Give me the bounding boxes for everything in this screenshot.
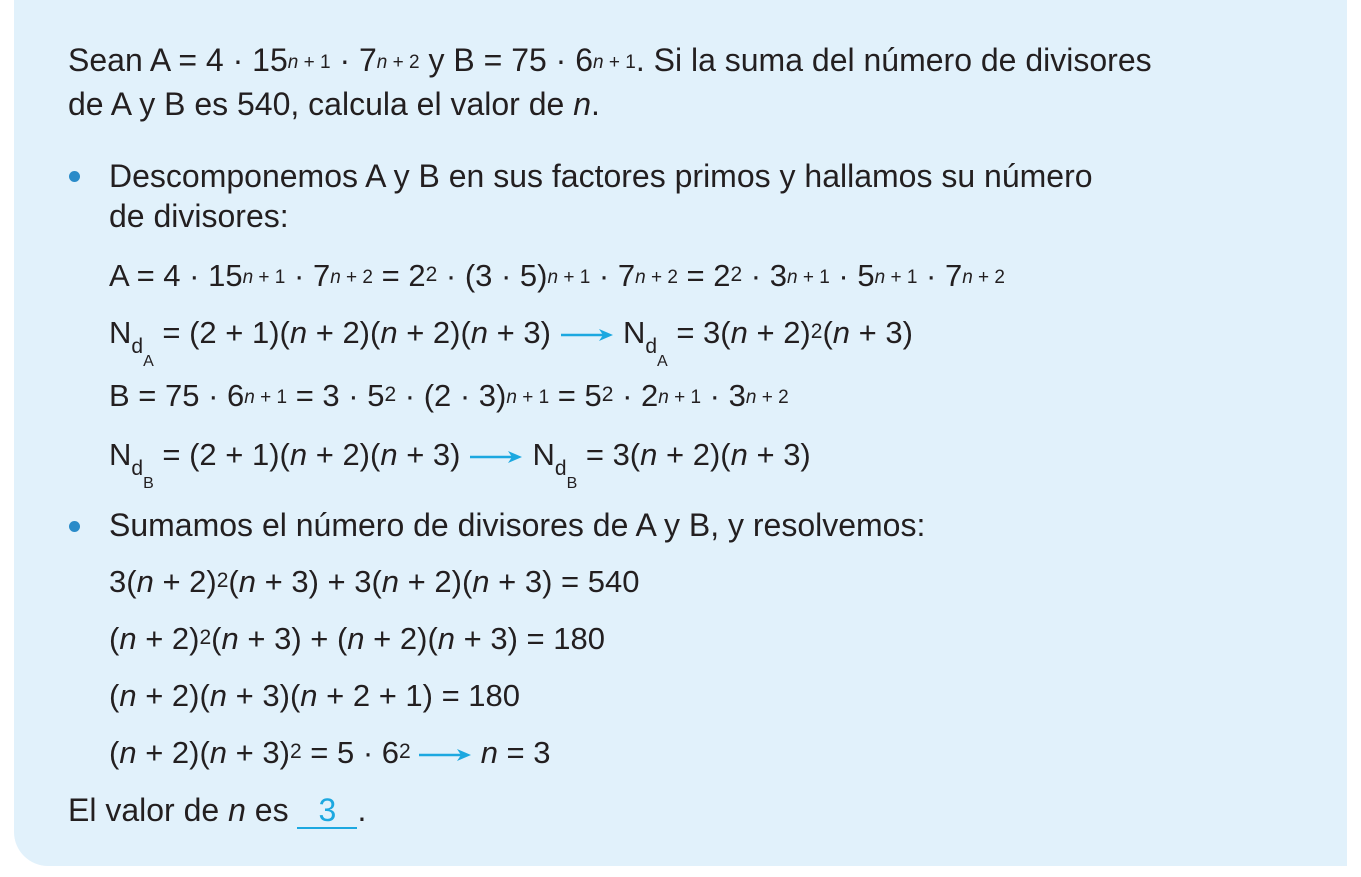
bullet-dot-1	[69, 171, 80, 182]
answer-line: El valor de n es 3 .	[68, 792, 367, 828]
right-arrow-icon	[419, 748, 471, 762]
problem-line-2: de A y B es 540, calcula el valor de n.	[68, 86, 600, 122]
equation-NdA: $N_{d_A} = (2 + 1)(n + 2)(n + 2)(n + 3) N_{d_A} = 3(n + 2)^2(n + 3)$	[109, 315, 913, 370]
problem-line-1: Sean $A = 4 \cdot 15^{n + 1} \cdot 7^{n + 2}$ y $B = 75 \cdot 6^{n + 1}$. Si la suma del número de divisores	[68, 42, 1152, 78]
equation-sum-1: $3(n + 2)^2(n + 3) + 3(n + 2)(n + 3) = 540$	[109, 564, 640, 599]
equation-B: $B = 75 \cdot 6^{n + 1} = 3 \cdot 5^2 \cdot (2 \cdot 3)^{n + 1} = 5^2 \cdot 2^{n + 1} \cdot 3^{n + 2}$	[109, 378, 789, 413]
step1-text-line-1: Descomponemos A y B en sus factores primos y hallamos su número	[109, 158, 1093, 194]
equation-sum-4: $(n + 2)(n + 3)^2 = 5 \cdot 6^2$ n = 3	[109, 735, 551, 770]
step2-text: Sumamos el número de divisores de A y B, y resolvemos:	[109, 507, 926, 543]
answer-blank[interactable]: 3	[297, 793, 357, 829]
step1-text-line-2: de divisores:	[109, 198, 289, 234]
bullet-dot-2	[69, 521, 80, 532]
equation-sum-3: (n + 2)(n + 3)(n + 2 + 1) = 180	[109, 678, 521, 713]
equation-NdB: $N_{d_B} = (2 + 1)(n + 2)(n + 3) N_{d_B} = 3(n + 2)(n + 3)$	[109, 437, 811, 492]
equation-sum-2: $(n + 2)^2(n + 3) + (n + 2)(n + 3) = 180$	[109, 621, 605, 656]
right-arrow-icon	[561, 328, 613, 342]
right-arrow-icon	[470, 450, 522, 464]
equation-A: $A = 4 \cdot 15^{n + 1} \cdot 7^{n + 2} = 2^2 \cdot (3 \cdot 5)^{n + 1} \cdot 7^{n + 2} = 2^2 \cdot 3^{n + 1} \cdot 5^{n + 1} \cdot 7^{n + 2}$	[109, 258, 1006, 293]
